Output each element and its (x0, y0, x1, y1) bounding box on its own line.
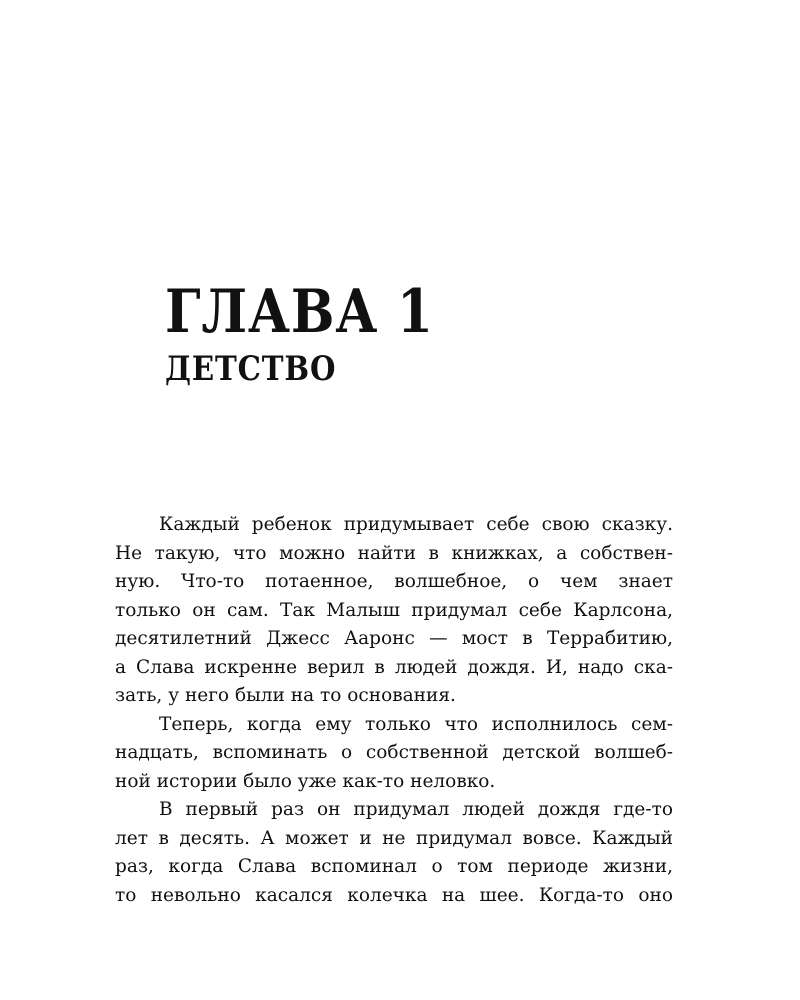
text-line: Теперь, когда ему только что исполнилось сем- (159, 713, 673, 735)
text-line: В первый раз он придумал людей дождя где-то (159, 799, 673, 820)
text-line: ной истории было уже как-то неловко. (115, 770, 496, 792)
chapter-body (115, 511, 673, 910)
text-line: надцать, вспоминать о собственной детской волшеб- (115, 742, 673, 763)
text-line: десятилетний Джесс Ааронс — мост в Террабитию, (115, 628, 673, 649)
text-line: раз, когда Слава вспоминал о том периоде жизни, (115, 856, 673, 877)
text-line: а Слава искренне верил в людей дождя. И, надо ска- (115, 656, 673, 678)
chapter-subtitle: ДЕТСТВО (165, 349, 337, 389)
chapter-title: ГЛАВА 1 (165, 277, 434, 347)
text-line: ную. Что-то потаенное, волшебное, о чем знает (115, 571, 673, 592)
text-line: Каждый ребенок придумывает себе свою сказку. (159, 514, 673, 535)
text-line: зать, у него были на то основания. (115, 685, 456, 706)
text-line: Не такую, что можно найти в книжках, а собствен- (115, 542, 673, 564)
text-line: то невольно касался колечка на шее. Когда-то оно (115, 884, 673, 906)
text-line: лет в десять. А может и не придумал вовсе. Каждый (115, 827, 673, 849)
text-line: только он сам. Так Малыш придумал себе Карлсона, (115, 599, 673, 621)
